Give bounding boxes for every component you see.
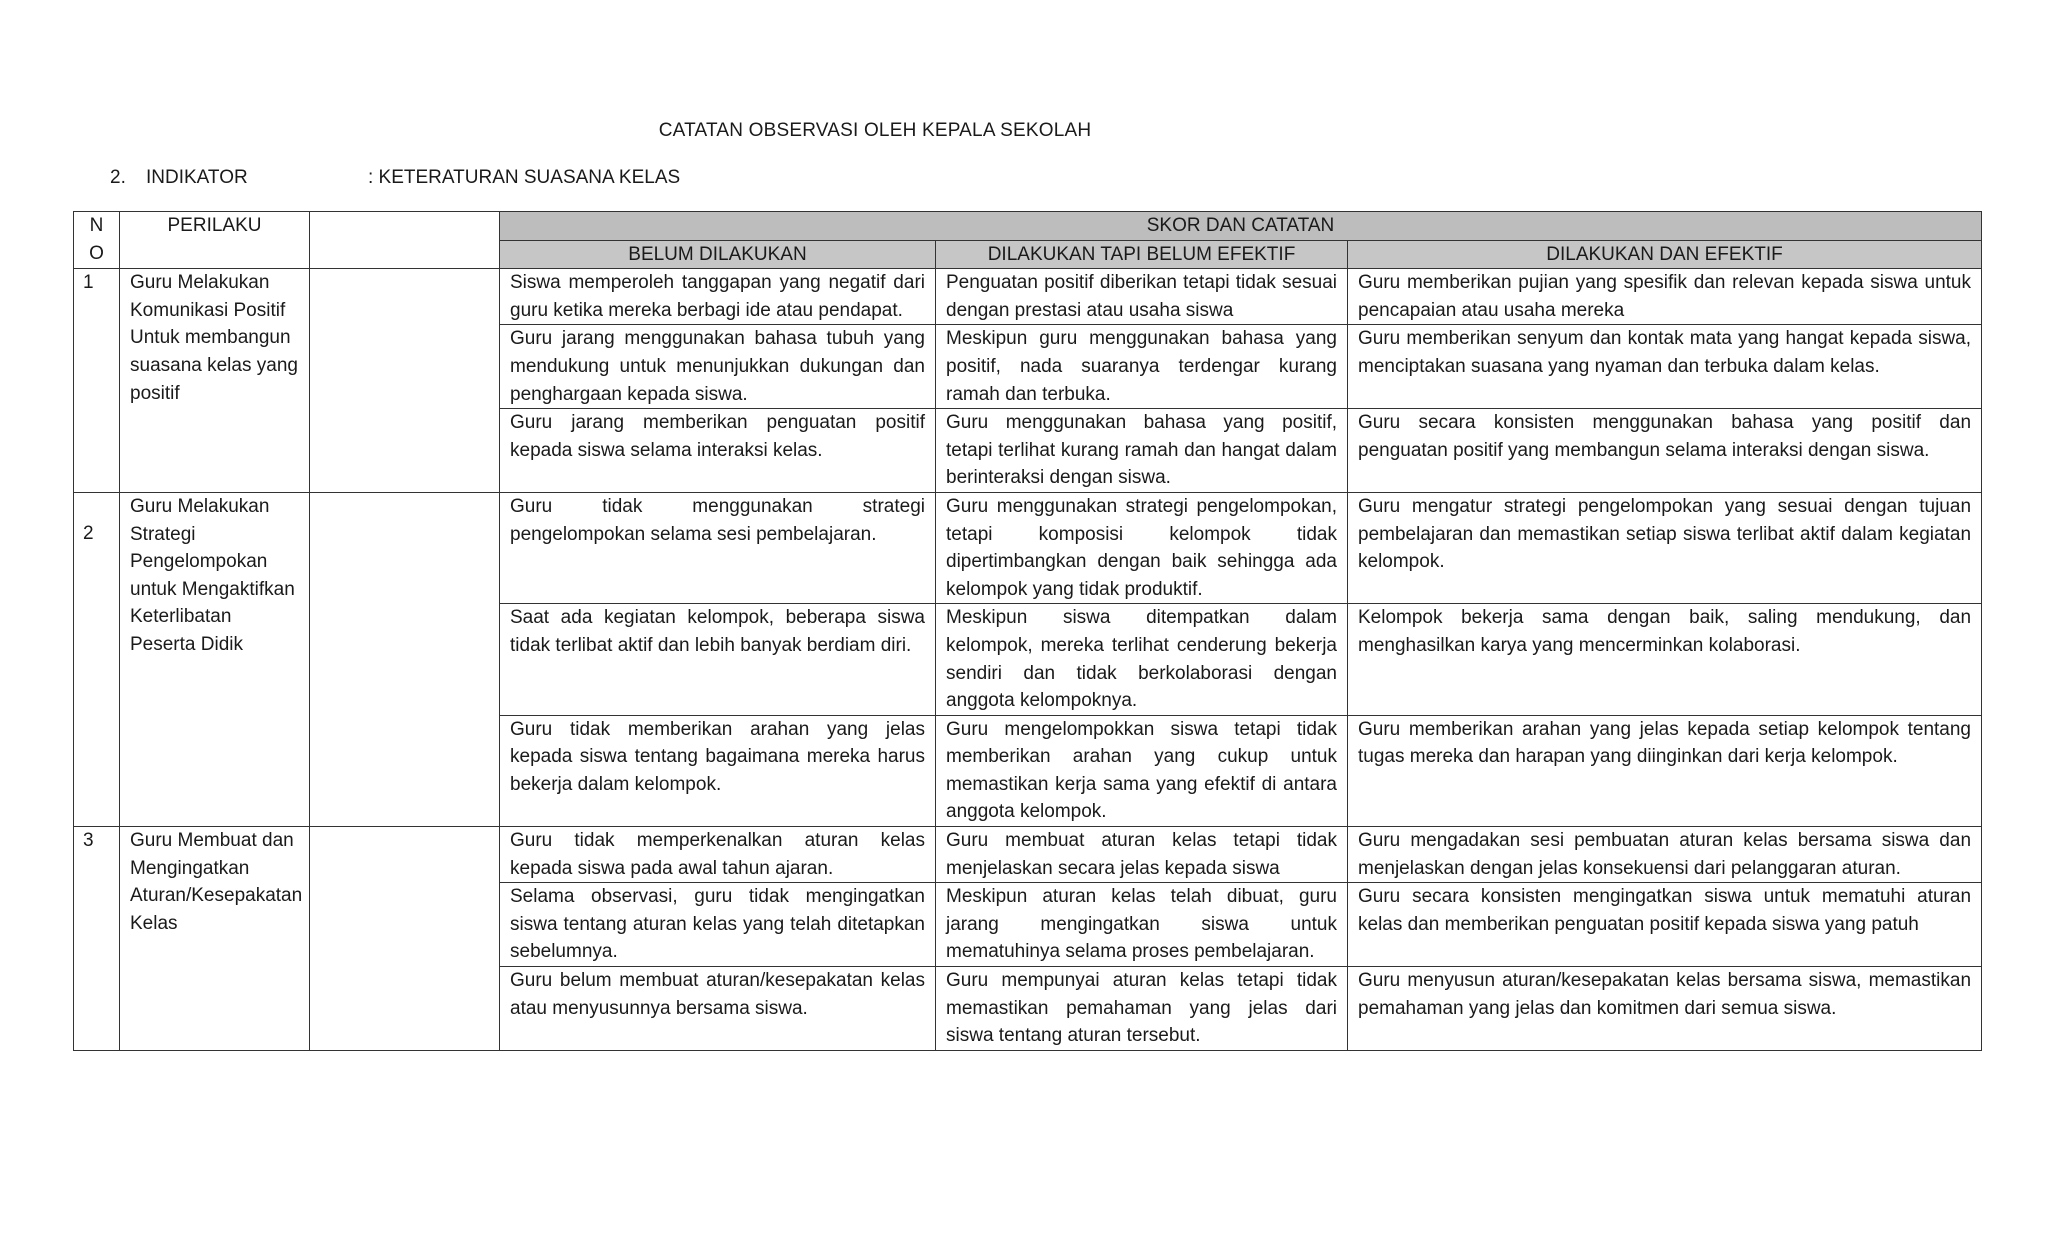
behavior-cell: Guru Melakukan Komunikasi Positif Untuk membangun suasana kelas yang positif bbox=[120, 269, 310, 493]
header-perilaku: PERILAKU bbox=[120, 212, 310, 269]
behavior-cell: Guru Membuat dan Mengingatkan Aturan/Kesepakatan Kelas bbox=[120, 827, 310, 1051]
belum-cell: Guru tidak memberikan arahan yang jelas kepada siswa tentang bagaimana mereka harus bekerja dalam kelompok. bbox=[500, 715, 936, 826]
belum-cell: Guru tidak menggunakan strategi pengelompokan selama sesi pembelajaran. bbox=[500, 492, 936, 603]
belum-cell: Saat ada kegiatan kelompok, beberapa siswa tidak terlibat aktif dan lebih banyak berdiam diri. bbox=[500, 604, 936, 715]
empty-cell bbox=[310, 827, 500, 1051]
header-skor: SKOR DAN CATATAN bbox=[500, 212, 1982, 241]
tapi-cell: Guru membuat aturan kelas tetapi tidak menjelaskan secara jelas kepada siswa bbox=[936, 827, 1348, 883]
table-row bbox=[74, 827, 1982, 883]
indicator-value: : KETERATURAN SUASANA KELAS bbox=[368, 167, 681, 188]
tapi-cell: Guru mengelompokkan siswa tetapi tidak memberikan arahan yang cukup untuk memastikan kerja sama yang efektif di antara anggota kelompok. bbox=[936, 715, 1348, 826]
efektif-cell: Guru memberikan pujian yang spesifik dan relevan kepada siswa untuk pencapaian atau usaha mereka bbox=[1348, 269, 1982, 325]
belum-cell: Selama observasi, guru tidak mengingatkan siswa tentang aturan kelas yang telah ditetapkan sebelumnya. bbox=[500, 883, 936, 967]
row-number: 2 bbox=[74, 492, 120, 826]
header-blank bbox=[310, 212, 500, 269]
behavior-cell: Guru Melakukan Strategi Pengelompokan untuk Mengaktifkan Keterlibatan Peserta Didik bbox=[120, 492, 310, 826]
efektif-cell: Guru secara konsisten menggunakan bahasa yang positif dan penguatan positif yang membangun selama interaksi dengan siswa. bbox=[1348, 409, 1982, 493]
belum-cell: Siswa memperoleh tanggapan yang negatif dari guru ketika mereka berbagi ide atau pendapat. bbox=[500, 269, 936, 325]
table-row bbox=[74, 269, 1982, 325]
tapi-cell: Meskipun aturan kelas telah dibuat, guru jarang mengingatkan siswa untuk mematuhinya selama proses pembelajaran. bbox=[936, 883, 1348, 967]
empty-cell bbox=[310, 269, 500, 493]
belum-cell: Guru jarang menggunakan bahasa tubuh yang mendukung untuk menunjukkan dukungan dan penghargaan kepada siswa. bbox=[500, 325, 936, 409]
header-tapi: DILAKUKAN TAPI BELUM EFEKTIF bbox=[936, 240, 1348, 269]
tapi-cell: Guru menggunakan strategi pengelompokan, tetapi komposisi kelompok tidak dipertimbangkan dengan baik sehingga ada kelompok yang tidak produktif. bbox=[936, 492, 1348, 603]
belum-cell: Guru jarang memberikan penguatan positif kepada siswa selama interaksi kelas. bbox=[500, 409, 936, 493]
row-number: 3 bbox=[74, 827, 120, 1051]
tapi-cell: Guru mempunyai aturan kelas tetapi tidak memastikan pemahaman yang jelas dari siswa tentang aturan tersebut. bbox=[936, 967, 1348, 1051]
efektif-cell: Guru mengatur strategi pengelompokan yang sesuai dengan tujuan pembelajaran dan memastikan setiap siswa terlibat aktif dalam kegiatan kelompok. bbox=[1348, 492, 1982, 603]
indicator-number: 2. bbox=[110, 167, 126, 188]
indicator-label: INDIKATOR bbox=[146, 167, 248, 188]
header-no: N O bbox=[74, 212, 120, 269]
efektif-cell: Kelompok bekerja sama dengan baik, saling mendukung, dan menghasilkan karya yang mencerminkan kolaborasi. bbox=[1348, 604, 1982, 715]
table-row bbox=[74, 492, 1982, 603]
efektif-cell: Guru secara konsisten mengingatkan siswa untuk mematuhi aturan kelas dan memberikan penguatan positif kepada siswa yang patuh bbox=[1348, 883, 1982, 967]
tapi-cell: Meskipun siswa ditempatkan dalam kelompok, mereka terlihat cenderung bekerja sendiri dan tidak berkolaborasi dengan anggota kelompoknya. bbox=[936, 604, 1348, 715]
tapi-cell: Penguatan positif diberikan tetapi tidak sesuai dengan prestasi atau usaha siswa bbox=[936, 269, 1348, 325]
efektif-cell: Guru memberikan senyum dan kontak mata yang hangat kepada siswa, menciptakan suasana yang nyaman dan terbuka dalam kelas. bbox=[1348, 325, 1982, 409]
indicator-line bbox=[110, 167, 680, 189]
header-efektif: DILAKUKAN DAN EFEKTIF bbox=[1348, 240, 1982, 269]
tapi-cell: Meskipun guru menggunakan bahasa yang positif, nada suaranya terdengar kurang ramah dan terbuka. bbox=[936, 325, 1348, 409]
document-title: CATATAN OBSERVASI OLEH KEPALA SEKOLAH bbox=[658, 120, 1092, 141]
belum-cell: Guru belum membuat aturan/kesepakatan kelas atau menyusunnya bersama siswa. bbox=[500, 967, 936, 1051]
empty-cell bbox=[310, 492, 500, 826]
observation-table bbox=[73, 211, 1982, 1051]
belum-cell: Guru tidak memperkenalkan aturan kelas kepada siswa pada awal tahun ajaran. bbox=[500, 827, 936, 883]
efektif-cell: Guru mengadakan sesi pembuatan aturan kelas bersama siswa dan menjelaskan dengan jelas konsekuensi dari pelanggaran aturan. bbox=[1348, 827, 1982, 883]
efektif-cell: Guru memberikan arahan yang jelas kepada setiap kelompok tentang tugas mereka dan harapan yang diinginkan dari kerja kelompok. bbox=[1348, 715, 1982, 826]
efektif-cell: Guru menyusun aturan/kesepakatan kelas bersama siswa, memastikan pemahaman yang jelas dan komitmen dari semua siswa. bbox=[1348, 967, 1982, 1051]
header-belum: BELUM DILAKUKAN bbox=[500, 240, 936, 269]
tapi-cell: Guru menggunakan bahasa yang positif, tetapi terlihat kurang ramah dan hangat dalam berinteraksi dengan siswa. bbox=[936, 409, 1348, 493]
row-number: 1 bbox=[74, 269, 120, 493]
